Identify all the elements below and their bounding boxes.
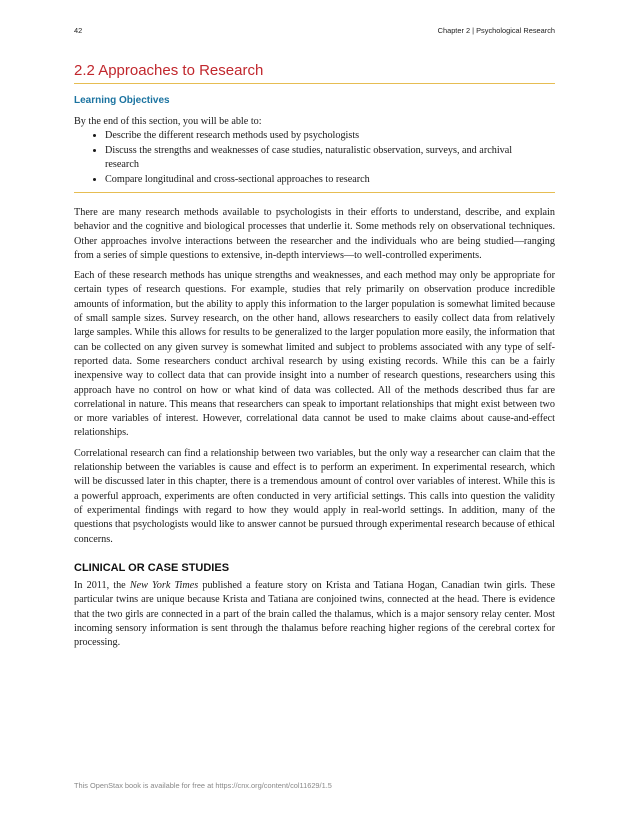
body-paragraph: Correlational research can find a relationship between two variables, but the only way a researcher can claim that the relationship between the variables is cause and effect is to perform an experiment. In experimental research, which will be discussed later in this chapter, there is a tremendous amount of control over variables of interest. While this is a powerful approach, experiments are often conducted in very artificial settings. This calls into question the validity of experimental findings with regard to how they would apply in real-world settings. In addition, many of the questions that psychologists would like to answer cannot be pursued through experimental research because of ethical concerns. — [74, 447, 555, 545]
body-paragraph: Each of these research methods has unique strengths and weaknesses, and each method may only be appropriate for certain types of research questions. For example, studies that rely primarily on observation produce incredible amounts of information, but the ability to apply this information to the larger population is somewhat limited because of small sample sizes. Survey research, on the other hand, allows researchers to easily collect data from relatively large samples. While this allows for results to be generalized to the larger population more easily, the information that can be collected on any given survey is somewhat limited and subject to problems associated with any type of self-reported data. Some researchers conduct archival research by using existing records. While this can be a fairly inexpensive way to collect data that can provide insight into a number of research questions, researchers using this approach have no control on how or what kind of data was collected. All of the methods described thus far are correlational in nature. This means that researchers can speak to important relationships that might exist between two or more variables of interest. However, correlational data cannot be used to make claims about cause-and-effect relationships. — [74, 270, 555, 439]
title-divider — [74, 83, 555, 84]
objectives-divider — [74, 192, 555, 193]
objective-item: • Compare longitudinal and cross-sectional approaches to research — [105, 173, 545, 188]
learning-objectives-list — [90, 129, 545, 187]
publication-title: New York Times — [129, 580, 199, 592]
case-study-paragraph — [74, 579, 555, 650]
running-header: Chapter 2 | Psychological Research — [437, 26, 555, 35]
subsection-heading: CLINICAL OR CASE STUDIES — [74, 561, 230, 574]
body-paragraph: There are many research methods available to psychologists in their efforts to understand, describe, and explain behavior and the cognitive and biological processes that underlie it. Some methods rely on observational techniques. Other approaches involve interactions between the researcher and the individuals who are being studied—ranging from a series of simple questions to extensive, in-depth interviews—to well-controlled experiments. — [74, 207, 555, 261]
case-text-rest: published a feature story on Krista and Tatiana Hogan, Canadian twin girls. These particular twins are unique because Krista and Tatiana are conjoined twins, connected at the head. There is evidence that the two girls are connected in a part of the brain called the thalamus, which is a major sensory relay center. Most incoming sensory information is sent through the thalamus before reaching higher regions of the cerebral cortex for processing. — [74, 580, 555, 649]
section-title: 2.2 Approaches to Research — [74, 62, 264, 79]
learning-objectives-intro: By the end of this section, you will be able to: — [74, 116, 262, 127]
body-text — [74, 206, 555, 657]
learning-objectives-heading: Learning Objectives — [74, 95, 170, 106]
objective-item: • Describe the different research methods used by psychologists — [105, 129, 545, 144]
objective-item: • Discuss the strengths and weaknesses of case studies, naturalistic observation, surveys, and archival research — [105, 144, 545, 173]
footer-note: This OpenStax book is available for free at https://cnx.org/content/col11629/1.5 — [74, 781, 332, 790]
page-number: 42 — [74, 26, 83, 35]
case-text-start: In 2011, the — [74, 580, 130, 592]
